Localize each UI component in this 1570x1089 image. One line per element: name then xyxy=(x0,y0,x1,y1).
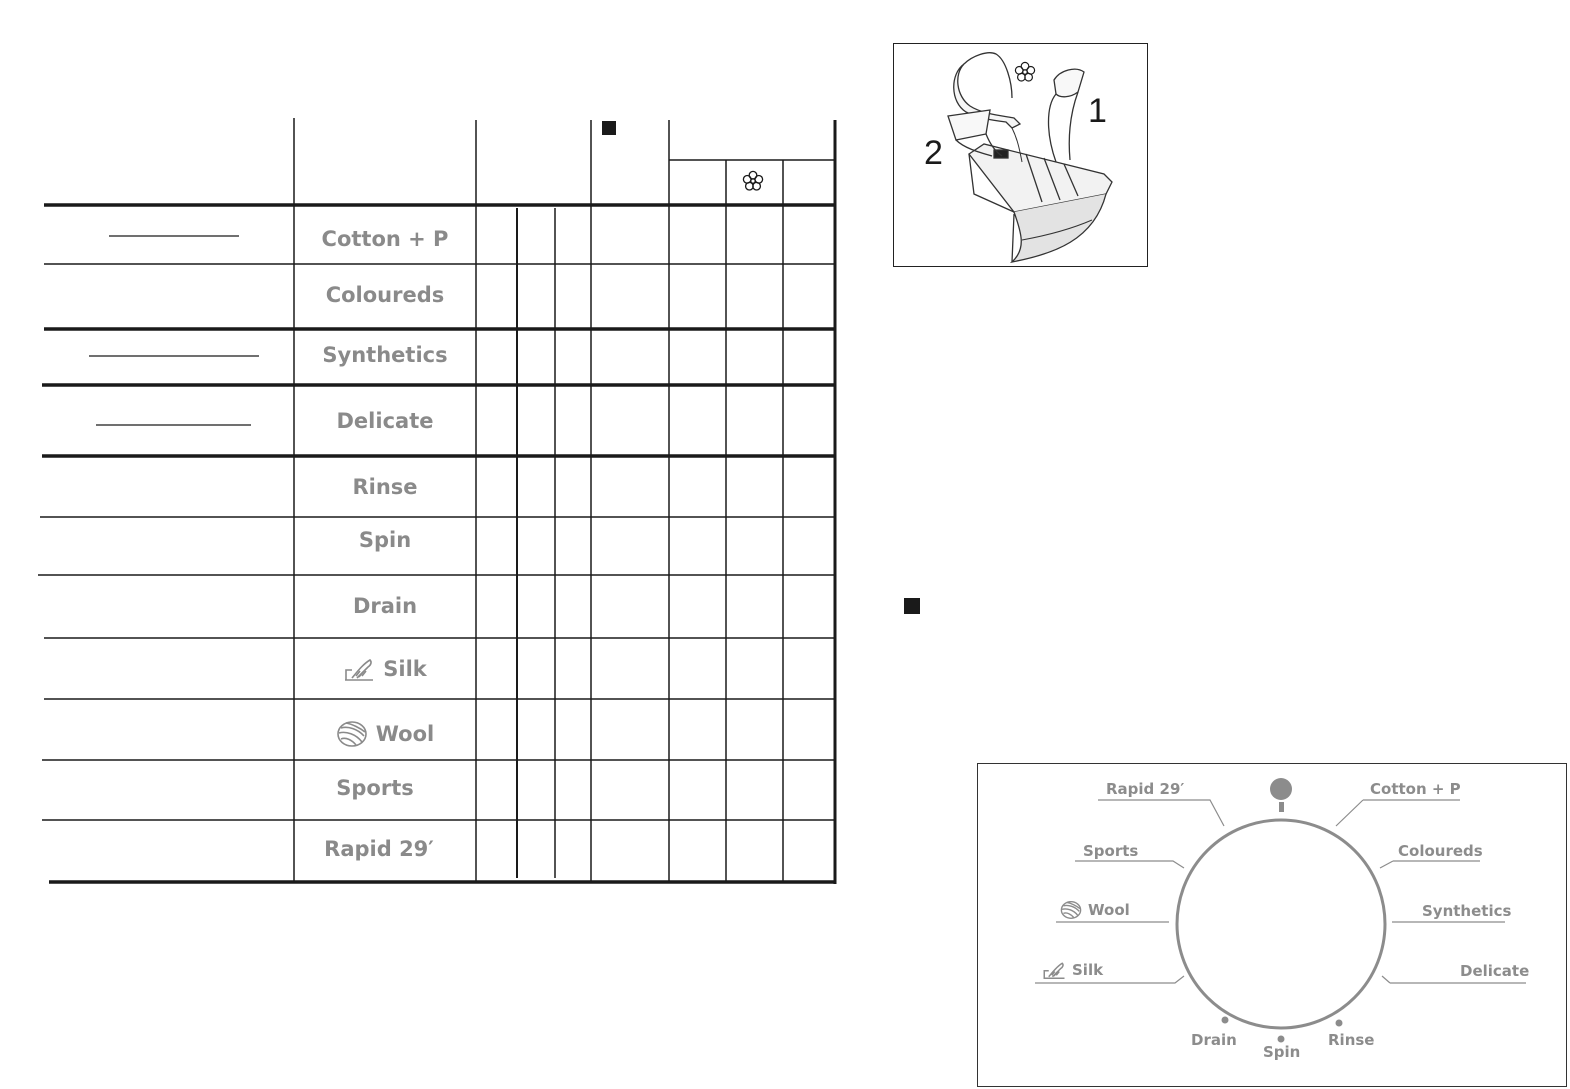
program-label-coloureds: Coloureds xyxy=(325,283,445,307)
silk-hand-icon xyxy=(1042,960,1066,980)
off-position-dot-icon xyxy=(1270,778,1292,800)
program-label-sports: Sports xyxy=(336,776,414,800)
dial-label-drain: Drain xyxy=(1191,1031,1237,1049)
program-label-rinse: Rinse xyxy=(352,475,418,499)
compartment-1-label: 1 xyxy=(1088,92,1107,130)
wool-ball-icon xyxy=(1060,900,1082,920)
program-label-drain: Drain xyxy=(352,594,418,618)
program-label-wool: Wool xyxy=(294,720,476,748)
black-square-icon xyxy=(904,598,920,614)
dial-label-silk: Silk xyxy=(1042,960,1103,980)
silk-hand-icon xyxy=(343,656,375,682)
dial-label-wool: Wool xyxy=(1060,900,1130,920)
program-label-synthetics: Synthetics xyxy=(322,343,448,367)
flower-softener-icon xyxy=(742,170,764,192)
dial-label-cotton: Cotton + P xyxy=(1370,780,1461,798)
dial-label-rinse: Rinse xyxy=(1328,1031,1375,1049)
dial-label-coloureds: Coloureds xyxy=(1398,842,1483,860)
program-table-grid xyxy=(0,0,860,900)
dial-label-delicate: Delicate xyxy=(1460,962,1530,980)
dial-label-rapid: Rapid 29′ xyxy=(1106,780,1185,798)
program-label-spin: Spin xyxy=(358,528,412,552)
dial-label-synthetics: Synthetics xyxy=(1422,902,1512,920)
dial-label-spin: Spin xyxy=(1263,1043,1301,1061)
flower-softener-icon xyxy=(1014,61,1036,83)
program-label-cotton: Cotton + P xyxy=(321,227,449,251)
black-square-icon xyxy=(602,121,616,135)
dial-label-sports: Sports xyxy=(1083,842,1139,860)
wool-ball-icon xyxy=(336,720,368,748)
program-dial xyxy=(978,764,1565,1085)
program-label-silk: Silk xyxy=(294,656,476,682)
program-label-rapid: Rapid 29′ xyxy=(324,837,434,861)
program-dial-panel xyxy=(977,763,1567,1087)
program-label-delicate: Delicate xyxy=(336,409,434,433)
compartment-2-label: 2 xyxy=(924,134,943,172)
detergent-dispenser-illustration xyxy=(893,43,1148,267)
